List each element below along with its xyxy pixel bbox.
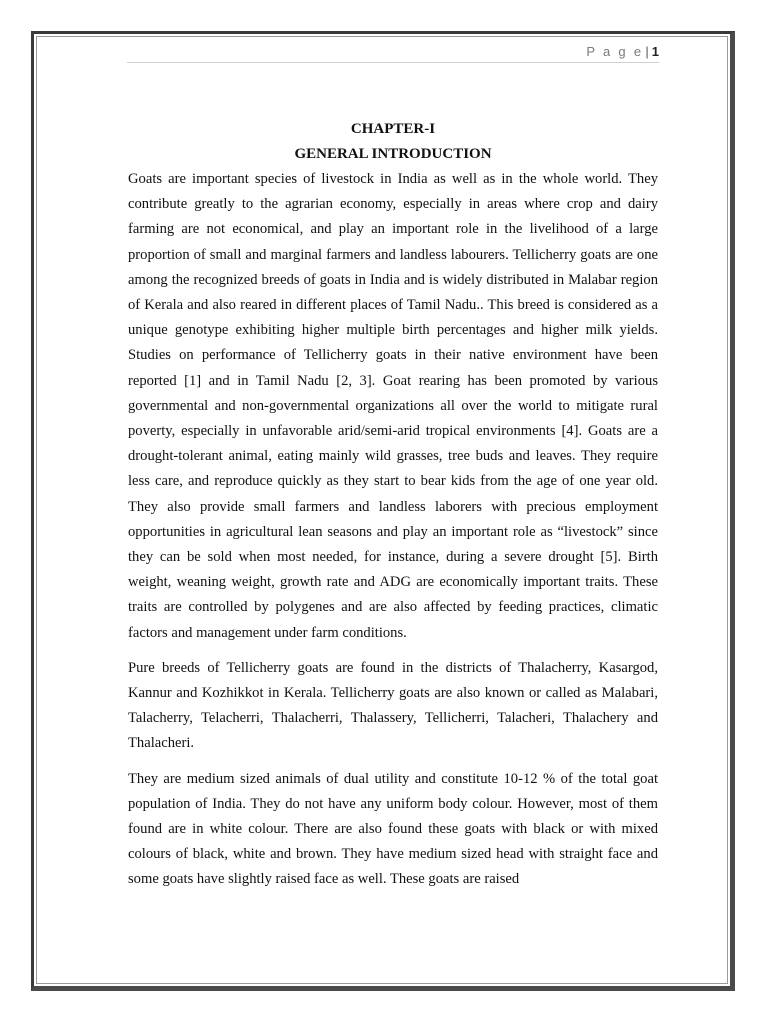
page-header: [127, 44, 659, 63]
paragraph-2: Pure breeds of Tellicherry goats are found in the districts of Thalacherry, Kasargod, Kannur and Kozhikkot in Kerala. Tellicherry goats are also known or called as Malabari, Talacherry, Telacherri, Thalacherri, Thalassery, Tellicherri, Talacheri, Thalachery and Thalacheri.: [128, 659, 658, 752]
paragraph-1: Goats are important species of livestock in India as well as in the whole world. They contribute greatly to the agrarian economy, especially in areas where crop and dairy farming are not economical, and play an important role in the livelihood of a large proportion of small and marginal farmers and landless labourers. Tellicherry goats are one among the recognized breeds of goats in India and is widely distributed in Malabar region of Kerala and also reared in different places of Tamil Nadu.. This breed is considered as a unique genotype exhibiting higher multiple birth percentages and higher milk yields. Studies on performance of Tellicherry goats in their native environment have been reported [1] and in Tamil Nadu [2, 3]. Goat rearing has been promoted by various governmental and non-governmental organizations all over the world to mitigate rural poverty, especially in unfavorable arid/semi-arid tropical environments [4]. Goats are a drought-tolerant animal, eating mainly wild grasses, tree buds and leaves. They require less care, and reproduce quickly as they start to bear kids from the age of one year old. They also provide small farmers and landless laborers with precious employment opportunities in agricultural lean seasons and play an important role as “livestock” since they can be sold when most needed, for instance, during a severe drought [5]. Birth weight, weaning weight, growth rate and ADG are economically important traits. These traits are controlled by polygenes and are also affected by feeding practices, climatic factors and management under farm conditions.: [128, 171, 658, 641]
section-title: GENERAL INTRODUCTION: [294, 146, 492, 162]
page-number-label: [586, 44, 659, 59]
page-separator: |: [645, 44, 649, 59]
document-body: [128, 117, 658, 903]
page-label-text: P a g e: [586, 44, 644, 59]
page-number: 1: [651, 44, 659, 59]
chapter-heading: CHAPTER-I: [350, 121, 436, 137]
paragraph-3: They are medium sized animals of dual utility and constitute 10-12 % of the total goat population of India. They do not have any uniform body colour. However, most of them found are in white colour. There are also found these goats with black or with mixed colours of black, white and brown. They have medium sized head with straight face and some goats have slightly raised face as well. These goats are raised: [128, 770, 658, 888]
